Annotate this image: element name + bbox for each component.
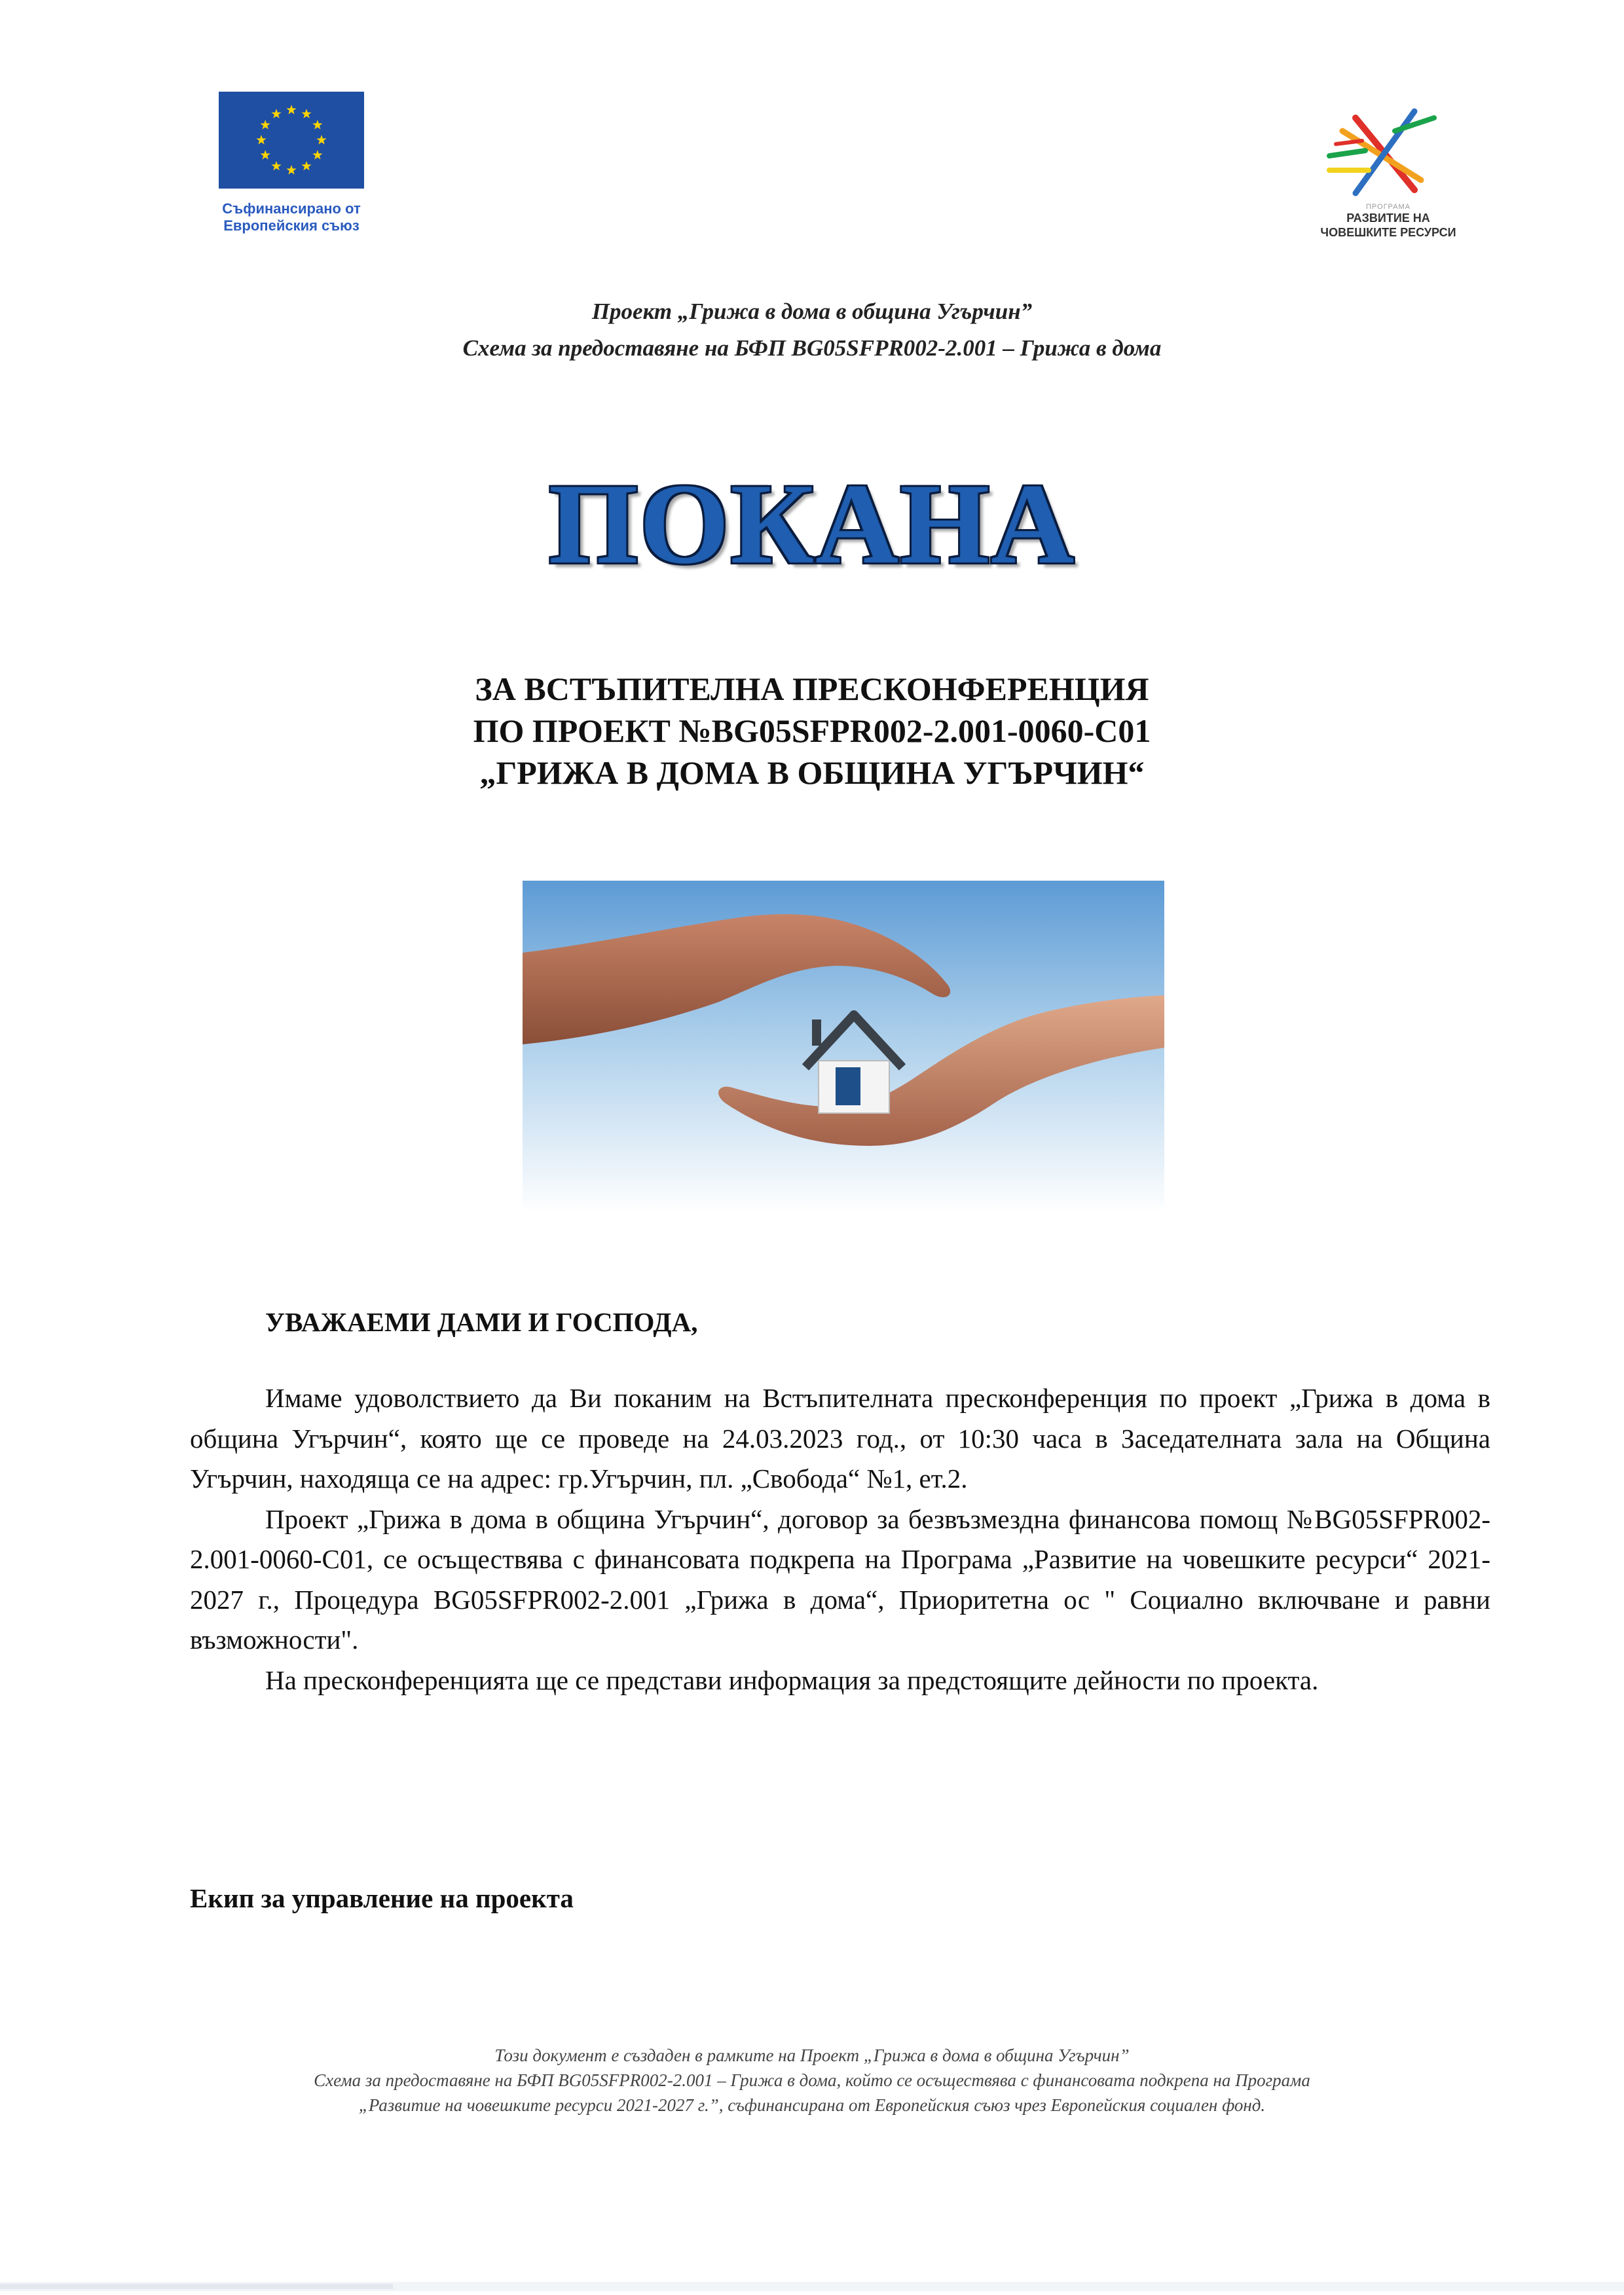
footer-line1: Този документ е създаден в рамките на Проект „Грижа в дома в община Угърчин”: [494, 2046, 1130, 2065]
eu-caption: [196, 200, 386, 234]
body-paragraph-3: На пресконференцията ще се представи информация за предстоящите дейности по проекта.: [265, 1664, 1319, 1695]
hrd-programme-mark-icon: [1316, 105, 1454, 203]
project-header-line2: Схема за предоставяне на БФП BG05SFPR002-2.001 – Грижа в дома: [462, 335, 1162, 361]
signature: Екип за управление на проекта: [190, 1883, 574, 1913]
hrd-caption-line1: РАЗВИТИЕ НА: [1346, 211, 1430, 225]
page-title-text: ПОКАНА: [548, 460, 1076, 588]
footer: [0, 2043, 1624, 2118]
eu-logo: [196, 92, 386, 234]
body-text: [190, 1378, 1490, 1700]
project-header: [0, 293, 1624, 367]
subtitle-line3: „ГРИЖА В ДОМА В ОБЩИНА УГЪРЧИН“: [479, 754, 1145, 791]
project-header-line1: Проект „Грижа в дома в община Угърчин”: [591, 299, 1033, 324]
subtitle-line1: ЗА ВСТЪПИТЕЛНА ПРЕСКОНФЕРЕНЦИЯ: [475, 670, 1149, 707]
greeting: УВАЖАЕМИ ДАМИ И ГОСПОДА,: [265, 1307, 698, 1337]
hrd-tagline: ПРОГРАМА: [1366, 203, 1411, 211]
subtitle: [0, 668, 1624, 794]
scan-artifact-strip: [0, 2279, 1624, 2295]
footer-line2: Схема за предоставяне на БФП BG05SFPR002-2.001 – Грижа в дома, който се осъществява с финансовата подкрепа на Програма: [314, 2070, 1310, 2090]
subtitle-line2: ПО ПРОЕКТ №BG05SFPR002-2.001-0060-С01: [473, 712, 1151, 749]
footer-line3: „Развитие на човешките ресурси 2021-2027 г.”, съфинансирана от Европейския съюз чрез Европейския социален фонд.: [358, 2095, 1266, 2115]
hrd-caption-line2: ЧОВЕШКИТЕ РЕСУРСИ: [1320, 226, 1456, 239]
eu-caption-line1: Съфинансирано от: [222, 200, 361, 217]
hrd-caption: [1297, 211, 1480, 240]
hands-protecting-house-icon: [523, 881, 1164, 1213]
page-title: [0, 458, 1624, 591]
body-paragraph-2: Проект „Грижа в дома в община Угърчин“, договор за безвъзмездна финансова помощ №BG05SFPR002-2.001-0060-С01, се осъществява с финансовата подкрепа на Програма „Развитие на човешките ресурси“ 2021-2027 г., Процедура BG05SFPR002-2.001 „Грижа в дома“, Приоритетна ос " Социално включване и равни възможности".: [190, 1503, 1490, 1655]
body-paragraph-1: Имаме удоволствието да Ви поканим на Встъпителната пресконференция по проект „Грижа в дома в община Угърчин“, която ще се проведе на 24.03.2023 год., от 10:30 часа в Заседателната зала на Община Угърчин, находяща се на адрес: гр.Угърчин, пл. „Свобода“ №1, ет.2.: [190, 1383, 1490, 1494]
hrd-programme-logo: [1297, 105, 1480, 240]
eu-caption-line2: Европейския съюз: [223, 217, 360, 234]
eu-flag-icon: [219, 92, 364, 189]
